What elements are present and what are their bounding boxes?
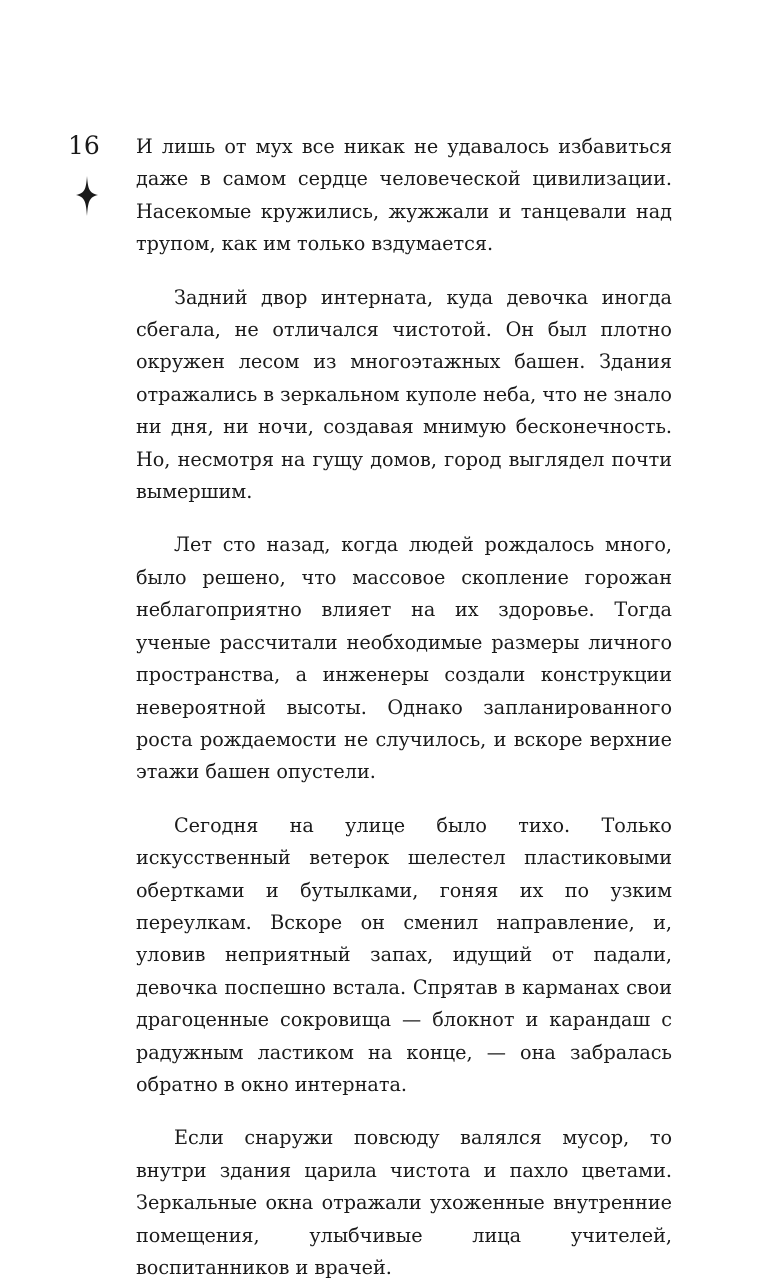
page-number: 16 bbox=[68, 131, 100, 160]
body-text bbox=[136, 131, 672, 1284]
paragraph: И лишь от мух все никак не удавалось избавиться даже в самом сердце человеческой цивилизации. Насекомые кружились, жужжали и танцевали над трупом, как им только вздумается. bbox=[136, 135, 672, 256]
four-point-star-icon bbox=[76, 176, 98, 216]
paragraph: Сегодня на улице было тихо. Только искусственный ветерок шелестел пластиковыми обертками и бутылками, гоняя их по узким переулкам. Вскоре он сменил направление, и, уловив неприятный запах, идущий от падали, девочка поспешно встала. Спрятав в карманах свои драгоценные сокровища — блокнот и карандаш с радужным ластиком на конце, — она забралась обратно в окно интерната. bbox=[136, 813, 672, 1096]
paragraph: Если снаружи повсюду валялся мусор, то внутри здания царила чистота и пахло цветами. Зеркальные окна отражали ухоженные внутренние помещения, улыбчивые лица учителей, воспитанников и врачей. bbox=[136, 1126, 672, 1279]
paragraph: Лет сто назад, когда людей рождалось много, было решено, что массовое скопление горожан неблагоприятно влияет на их здоровье. Тогда ученые рассчитали необходимые размеры личного пространства, а инженеры создали конструкции невероятной высоты. Однако запланированного роста рождаемости не случилось, и вскоре верхние этажи башен опустели. bbox=[136, 533, 672, 784]
paragraph: Задний двор интерната, куда девочка иногда сбегала, не отличался чистотой. Он был плотно окружен лесом из многоэтажных башен. Здания отражались в зеркальном куполе неба, что не знало ни дня, ни ночи, создавая мнимую бесконечность. Но, несмотря на гущу домов, город выглядел почти вымершим. bbox=[136, 285, 672, 504]
